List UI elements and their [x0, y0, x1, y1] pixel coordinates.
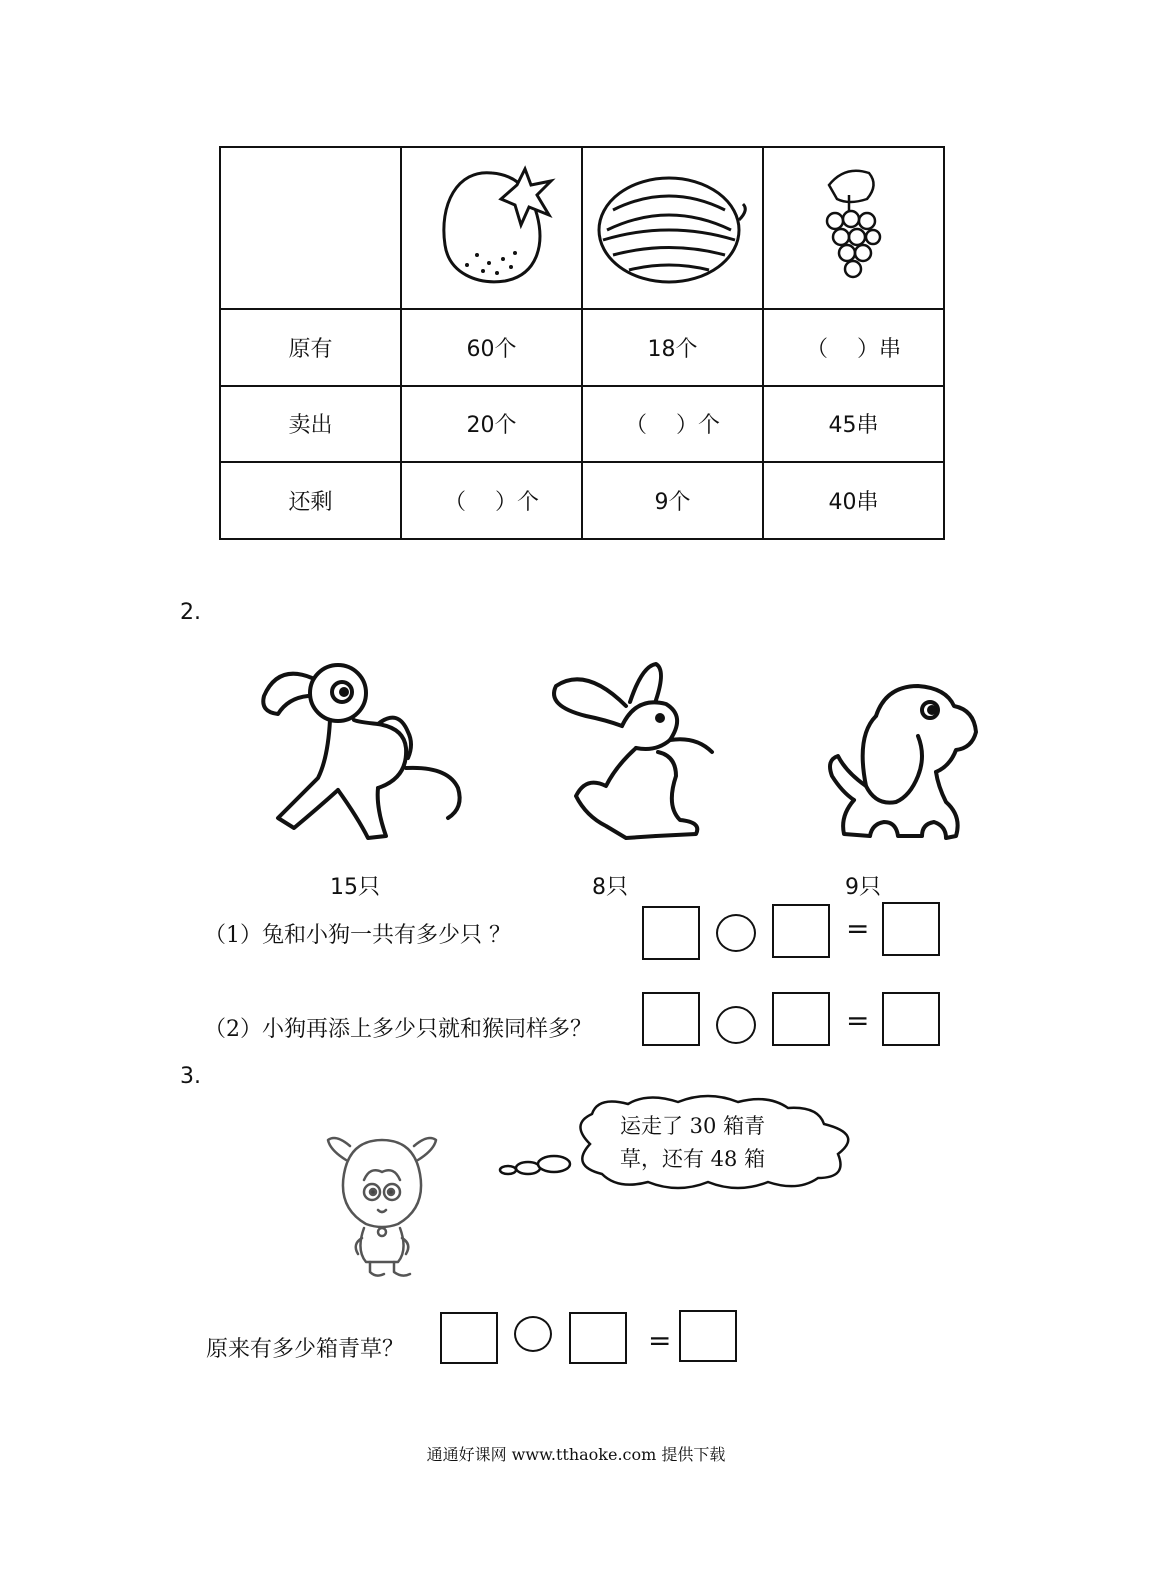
question-2-1: （1）兔和小狗一共有多少只 ？ [204, 923, 511, 948]
table-cell-blank[interactable]: （ ）串 [763, 309, 944, 386]
answer-box-result[interactable] [679, 1310, 737, 1362]
sheep-icon [326, 1130, 438, 1280]
table-cell: 20个 [401, 386, 582, 463]
operator-circle[interactable] [716, 914, 756, 952]
strawberry-icon [417, 155, 567, 295]
monkey-icon [258, 648, 483, 848]
rabbit-count: 8只 [592, 875, 628, 900]
answer-box-result[interactable] [882, 902, 940, 956]
equals-sign: = [846, 1004, 870, 1037]
question-3-number: 3. [180, 1064, 201, 1089]
answer-box-number-1[interactable] [642, 906, 700, 960]
bubble-line-2: 草，还有 48 箱 [620, 1147, 766, 1171]
equals-sign: = [846, 912, 870, 945]
answer-box-number-2[interactable] [772, 904, 830, 958]
table-cell-blank[interactable]: （ ）个 [401, 462, 582, 539]
rabbit-icon [546, 656, 716, 846]
question-2-2: （2）小狗再添上多少只就和猴同样多？ [204, 1017, 592, 1042]
table-cell: 18个 [582, 309, 763, 386]
equals-sign: = [648, 1324, 672, 1357]
strawberry-cell [401, 147, 582, 309]
table-cell: 40串 [763, 462, 944, 539]
answer-box-number-1[interactable] [440, 1312, 498, 1364]
dog-count: 9只 [845, 875, 881, 900]
answer-box-number-1[interactable] [642, 992, 700, 1046]
table-cell-blank[interactable]: （ ）个 [582, 386, 763, 463]
grapes-cell [763, 147, 944, 309]
monkey-count: 15只 [330, 875, 380, 900]
bubble-line-1: 运走了 30 箱青 [620, 1114, 766, 1138]
table-cell: 9个 [582, 462, 763, 539]
row-label: 卖出 [220, 386, 401, 463]
table-cell: 45串 [763, 386, 944, 463]
row-label: 原有 [220, 309, 401, 386]
watermelon-cell [582, 147, 763, 309]
answer-box-number-2[interactable] [569, 1312, 627, 1364]
question-3-text: 原来有多少箱青草？ [206, 1337, 405, 1362]
table-corner-cell [220, 147, 401, 309]
answer-box-number-2[interactable] [772, 992, 830, 1046]
operator-circle[interactable] [514, 1316, 552, 1352]
footer-credit: 通通好课网 www.tthaoke.com 提供下载 [426, 1445, 726, 1464]
watermelon-icon [593, 160, 753, 290]
answer-box-result[interactable] [882, 992, 940, 1046]
table-cell: 60个 [401, 309, 582, 386]
operator-circle[interactable] [716, 1006, 756, 1044]
row-label: 还剩 [220, 462, 401, 539]
dog-icon [826, 676, 981, 848]
grapes-icon [779, 155, 929, 295]
question-2-number: 2. [180, 600, 201, 625]
fruit-table [219, 146, 945, 540]
